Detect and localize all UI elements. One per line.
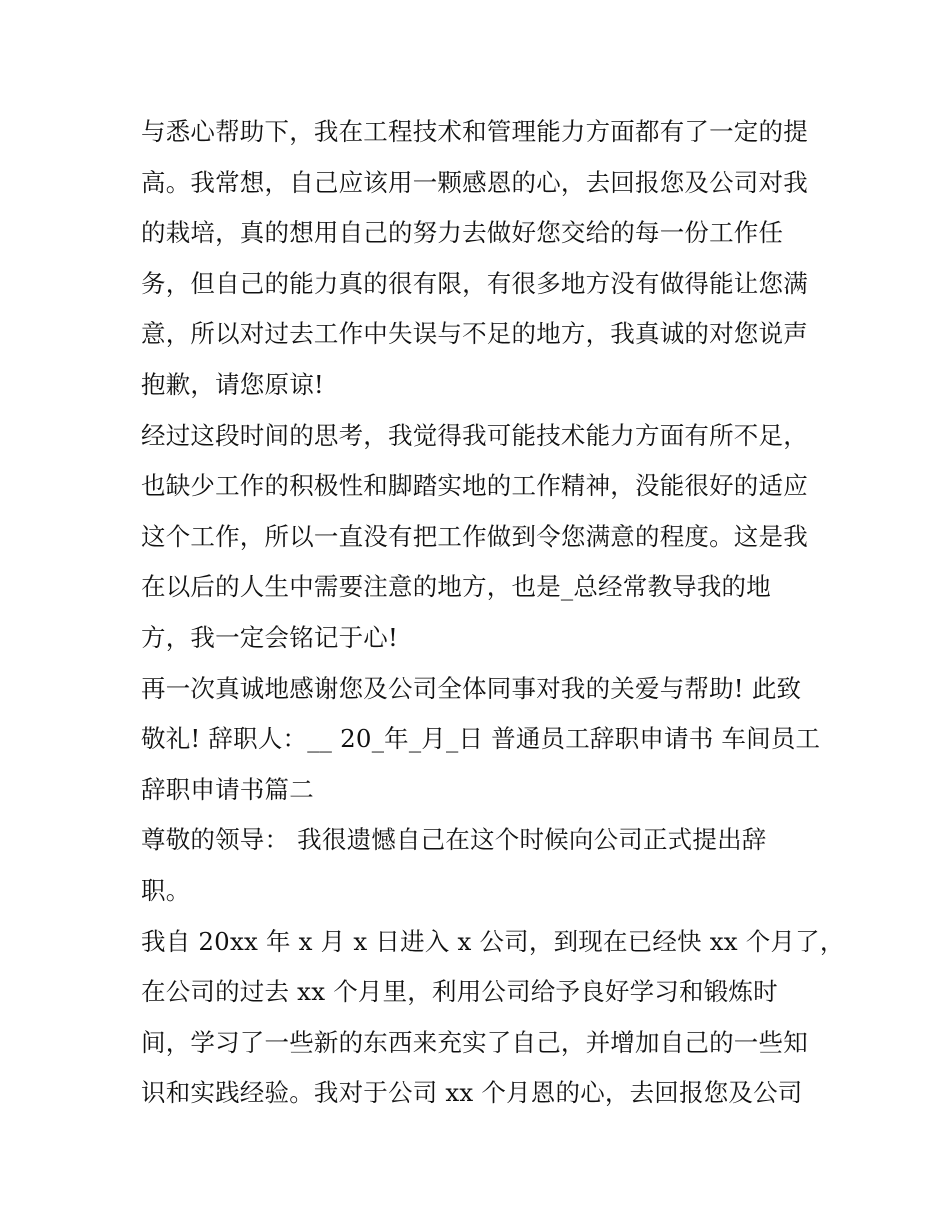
text-line: 再一次真诚地感谢您及公司全体同事对我的关爱与帮助! 此致 xyxy=(141,673,802,703)
text-line: 我自 20xx 年 x 月 x 日进入 x 公司，到现在已经快 xx 个月了， xyxy=(141,926,845,956)
text-line: 与悉心帮助下，我在工程技术和管理能力方面都有了一定的提 xyxy=(141,117,808,146)
text-line: 高。我常想，自己应该用一颗感恩的心，去回报您及公司对我 xyxy=(141,167,808,197)
text-line: 方，我一定会铭记于心! xyxy=(141,622,399,652)
text-line: 识和实践经验。我对于公司 xx 个月恩的心，去回报您及公司 xyxy=(141,1078,803,1108)
text-line: 也缺少工作的积极性和脚踏实地的工作精神，没能很好的适应 xyxy=(141,471,808,501)
text-line: 辞职申请书篇二 xyxy=(141,774,314,804)
text-line: 这个工作，所以一直没有把工作做到令您满意的程度。这是我 xyxy=(141,521,808,551)
text-line: 职。 xyxy=(141,875,191,905)
text-line: 经过这段时间的思考，我觉得我可能技术能力方面有所不足， xyxy=(141,420,808,450)
text-line: 敬礼! 辞职人：__ 20_年_月_日 普通员工辞职申请书 车间员工 xyxy=(141,724,821,754)
text-line: 在公司的过去 xx 个月里，利用公司给予良好学习和锻炼时 xyxy=(141,977,778,1007)
letter-body-text xyxy=(141,107,845,1119)
text-line: 尊敬的领导： 我很遗憾自己在这个时候向公司正式提出辞 xyxy=(141,825,767,855)
text-line: 在以后的人生中需要注意的地方，也是_总经常教导我的地 xyxy=(141,572,771,602)
text-line: 的栽培，真的想用自己的努力去做好您交给的每一份工作任 xyxy=(141,218,784,248)
text-line: 抱歉，请您原谅! xyxy=(141,369,324,399)
text-line: 务，但自己的能力真的很有限，有很多地方没有做得能让您满 xyxy=(141,268,808,298)
text-line: 间，学习了一些新的东西来充实了自己，并增加自己的一些知 xyxy=(141,1027,808,1057)
text-line: 意，所以对过去工作中失误与不足的地方，我真诚的对您说声 xyxy=(141,319,808,349)
